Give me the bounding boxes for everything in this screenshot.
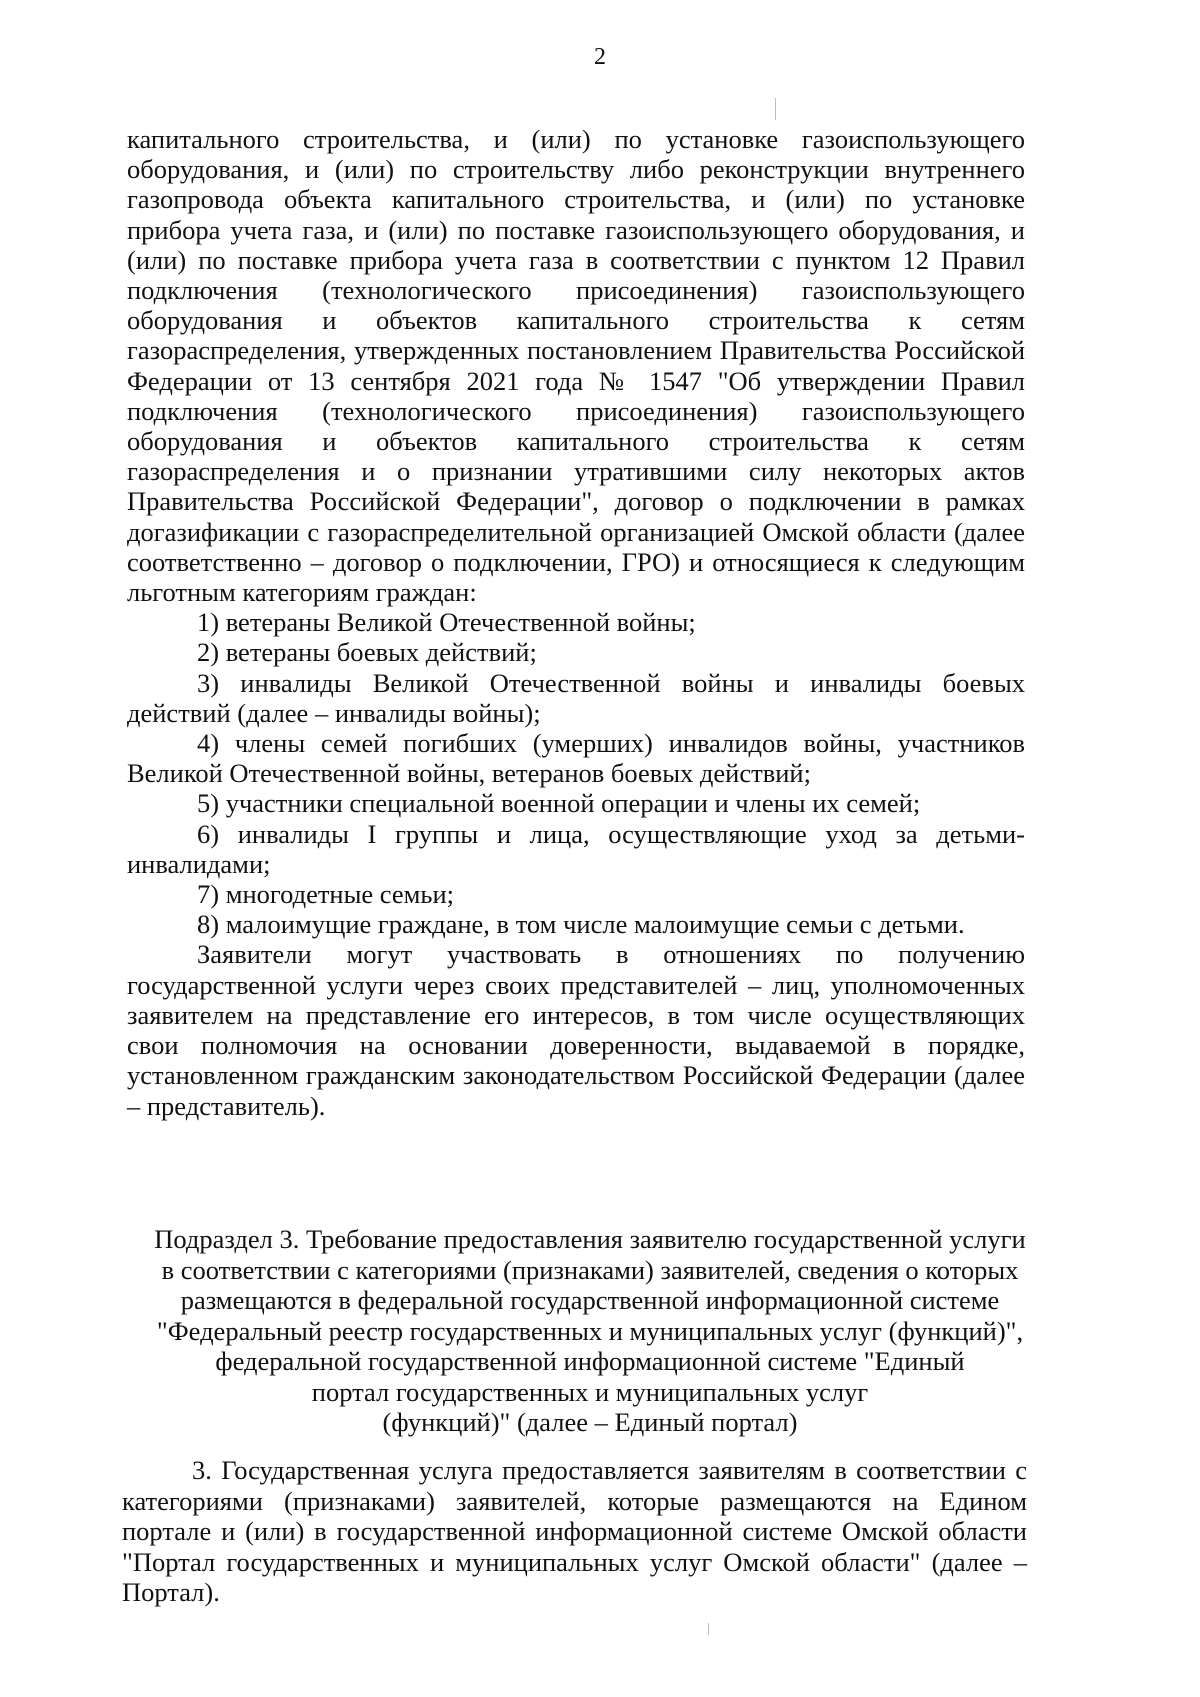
list-item-3: 3) инвалиды Великой Отечественной войны и инвалиды боевых действий (далее – инвалиды войны); <box>127 667 1025 728</box>
body-text <box>127 124 1025 1121</box>
list-item-4: 4) члены семей погибших (умерших) инвалидов войны, участников Великой Отечественной войны, ветеранов боевых действий; <box>127 728 1025 789</box>
paragraph-lead: капитального строительства, и (или) по установке газоиспользующего оборудования, и (или) по строительству либо реконструкции внутреннего газопровода объекта капитального строительства, и (или) по установке прибора учета газа, и (или) по поставке газоиспользующего оборудования, и (или) по поставке прибора учета газа в соответствии с пунктом 12 Правил подключения (технологического присоединения) газоиспользующего оборудования и объектов капитального строительства к сетям газораспределения, утвержденных постановлением Правительства Российской Федерации от 13 сентября 2021 года № 1547 "Об утверждении Правил подключения (технологического присоединения) газоиспользующего оборудования и объектов капитального строительства к сетям газораспределения и о признании утратившими силу некоторых актов Правительства Российской Федерации", договор о подключении в рамках догазификации с газораспределительной организацией Омской области (далее соответственно – договор о подключении, ГРО) и относящиеся к следующим льготным категориям граждан: <box>127 124 1025 608</box>
list-item-5: 5) участники специальной военной операции и члены их семей; <box>197 788 921 819</box>
heading-line: портал государственных и муниципальных услуг <box>311 1376 869 1407</box>
heading-line: размещаются в федеральной государственной информационной системе <box>180 1285 1000 1315</box>
heading-line: федеральной государственной информационной системе "Единый <box>215 1346 965 1376</box>
scan-artifact <box>708 1623 709 1635</box>
paragraph-representatives: Заявители могут участвовать в отношениях по получению государственной услуги через своих представителей – лиц, уполномоченных заявителем на представление его интересов, в том числе осуществляющих свои полномочия на основании доверенности, выдаваемой в порядке, установленном гражданским законодательством Российской Федерации (далее – представитель). <box>127 939 1025 1121</box>
heading-line: Подраздел 3. Требование предоставления заявителю государственной услуги <box>154 1224 1026 1254</box>
list-item-7: 7) многодетные семьи; <box>197 879 455 910</box>
list-item-2: 2) ветераны боевых действий; <box>197 637 537 668</box>
heading-line: в соответствии с категориями (признаками) заявителей, сведения о которых <box>161 1254 1019 1285</box>
closing-section <box>122 1455 1027 1608</box>
list-item-8: 8) малоимущие граждане, в том числе малоимущие семьи с детьми. <box>197 909 965 940</box>
heading-line: "Федеральный реестр государственных и муниципальных услуг (функций)", <box>156 1315 1024 1346</box>
list-item-6: 6) инвалиды I группы и лица, осуществляющие уход за детьми-инвалидами; <box>127 818 1025 879</box>
scan-artifact <box>775 98 776 120</box>
heading-line: (функций)" (далее – Единый портал) <box>382 1407 798 1437</box>
list-item-1: 1) ветераны Великой Отечественной войны; <box>197 607 696 638</box>
paragraph-closing: 3. Государственная услуга предоставляется заявителям в соответствии с категориями (признаками) заявителей, которые размещаются на Едином портале и (или) в государственной информационной системе Омской области "Портал государственных и муниципальных услуг Омской области" (далее – Портал). <box>122 1455 1027 1607</box>
subsection-heading <box>120 1224 1060 1438</box>
page-number: 2 <box>594 44 606 70</box>
